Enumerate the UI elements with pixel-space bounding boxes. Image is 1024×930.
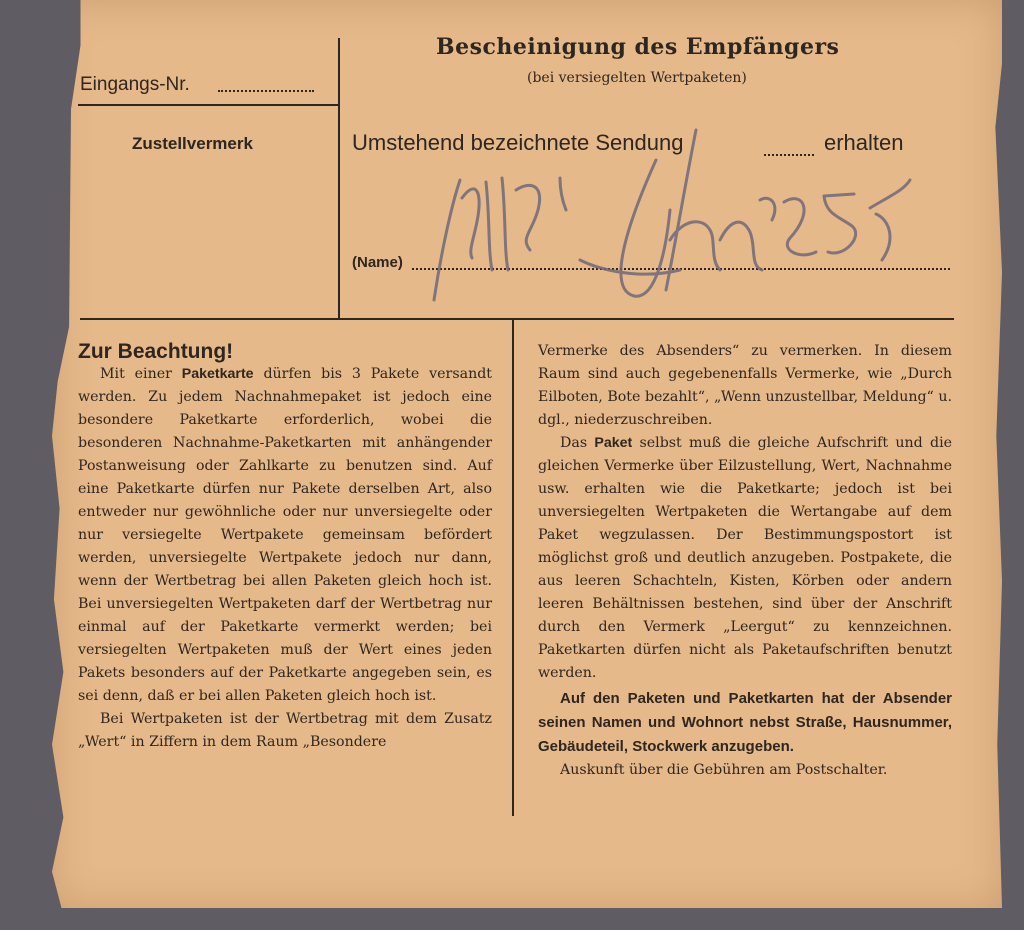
column-divider-vertical: [512, 320, 514, 816]
notice-paragraph-3: Vermerke des Absenders“ zu vermerken. In diesem Raum sind auch gegebenenfalls Vermerke, wie „Durch Eilboten, Bote bezahlt“, „Wenn unzustellbar, Meldung“ u. dgl., niederzuschreiben.: [538, 343, 952, 428]
p4-rest: selbst muß die gleiche Aufschrift und die gleichen Vermerke über Eilzustellung, Wert, Nachnahme usw. erhalten wie die Paketkarte; jedoch ist bei unversiegelten Wertpaketen die Wertangabe auf dem Paket wegzulassen. Der Bestimmungspostort ist möglichst groß und deutlich anzugeben. Postpakete, die aus leeren Schachteln, Kisten, Körben oder andern leeren Behältnissen bestehen, sind über der Anschrift durch den Vermerk „Leergut“ zu kennzeichnen. Paketkarten dürfen nicht als Paketaufschriften benutzt werden.: [538, 435, 953, 681]
notice-left-column: [78, 340, 492, 754]
zustellvermerk-label: Zustellvermerk: [132, 134, 253, 153]
notice-heading: Zur Beachtung!: [78, 340, 234, 363]
notice-paragraph-2: Bei Wertpaketen ist der Wertbetrag mit dem Zusatz „Wert“ in Ziffern in dem Raum „Besondere: [78, 711, 492, 750]
certificate-title: Bescheinigung des Empfängers: [436, 34, 840, 60]
section-divider-horizontal: [80, 318, 954, 320]
eingangs-dotted-line: [218, 90, 314, 92]
p1-rest: dürfen bis 3 Pakete versandt werden. Zu jedem Nachnahmepaket ist jedoch eine besondere Paketkarte erforderlich, wobei die besonderen Nachnahme-Paketkarten mit anhängender Postanweisung oder Zahlkarte zu benutzen sind. Auf eine Paketkarte dürfen nur Pakete derselben Art, also entweder nur gewöhnliche oder nur unversiegelte oder nur versiegelte Wertpakete gemeinsam befördert werden, unversiegelte Wertpakete jedoch nur dann, wenn der Wertbetrag bei allen Paketen gleich hoch ist. Bei unversiegelten Wertpaketen darf der Wertbetrag nur einmal auf der Paketkarte vermerkt werden; bei versiegelten Wertpaketen muß der Wert eines jeden Pakets besonders auf der Paketkarte angegeben sein, es sei denn, daß er bei allen Paketen gleich hoch ist.: [78, 366, 492, 704]
p1-start: Mit einer: [100, 366, 182, 382]
eingangs-label: Eingangs-Nr.: [80, 74, 190, 95]
notice-paragraph-1: [78, 363, 492, 708]
name-label: (Name): [352, 254, 403, 271]
p4-bold-paket: Paket: [594, 435, 633, 451]
notice-paragraph-6: Auskunft über die Gebühren am Postschalter.: [560, 762, 888, 778]
certificate-subtitle: (bei versiegelten Wertpaketen): [527, 70, 747, 86]
p4-start: Das: [560, 435, 595, 451]
eingangs-underline: [78, 104, 340, 106]
notice-right-column: [538, 340, 952, 782]
pencil-signature: [420, 120, 920, 310]
notice-paragraph-5: Auf den Paketen und Paketkarten hat der Absender seinen Namen und Wohnort nebst Straße, Hausnummer, Gebäudeteil, Stockwerk anzugeben.: [538, 690, 952, 755]
certificate-statement-start: Umstehend bezeichnete Sendung: [352, 130, 684, 155]
p1-bold-paketkarte: Paketkarte: [181, 366, 254, 382]
certificate-statement-end: erhalten: [824, 130, 904, 155]
top-divider-vertical: [338, 38, 340, 320]
notice-paragraph-4: [538, 432, 952, 685]
